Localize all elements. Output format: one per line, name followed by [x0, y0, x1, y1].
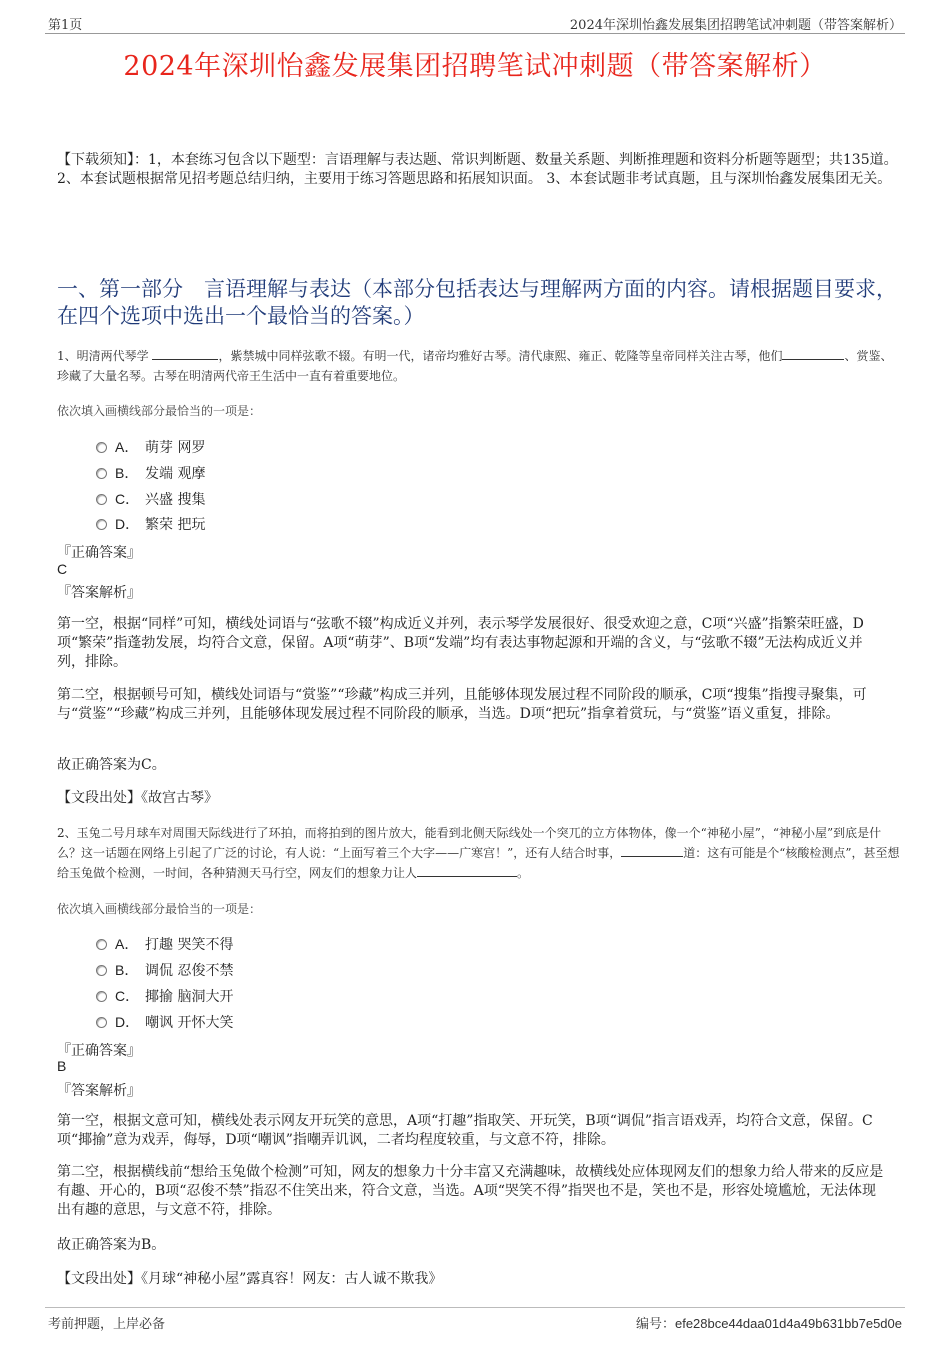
- option-text: 繁荣 把玩: [145, 517, 206, 533]
- q2-prompt: 依次填入画横线部分最恰当的一项是：: [57, 902, 262, 916]
- q2-blank-1: [621, 844, 683, 857]
- q1-analysis-para-1: 第一空，根据“同样”可知，横线处词语与“弦歌不辍”构成近义并列，表示琴学发展很好、很受欢迎之意，C项“兴盛”指繁荣旺盛，D项“繁荣”指蓬勃发展，均符合文意，保留。A项“萌芽”、B项“发端”均有表达事物起源和开端的含义，与“弦歌不辍”无法构成近义并列，排除。: [57, 616, 864, 670]
- q2-analysis-para-1: 第一空，根据文意可知，横线处表示网友开玩笑的意思，A项“打趣”指取笑、开玩笑，B项“调侃”指言语戏弄，均符合文意，保留。C项“揶揄”意为戏弄，侮辱，D项“嘲讽”指嘲弄讥讽，二者均程度较重，与文意不符，排除。: [57, 1113, 873, 1148]
- header-divider: [45, 33, 905, 34]
- q2-analysis-label: 『答案解析』: [57, 1083, 141, 1099]
- q2-conclusion: 故正确答案为B。: [57, 1237, 166, 1253]
- q1-source: 【文段出处】《故宫古琴》: [57, 790, 218, 806]
- option-letter: C．: [115, 491, 140, 507]
- q1-text-part1: 1、明清两代琴学: [57, 349, 149, 363]
- option-letter: B．: [115, 962, 139, 978]
- radio-icon[interactable]: [96, 965, 107, 976]
- option-text: 发端 观摩: [145, 466, 206, 482]
- q1-conclusion: 故正确答案为C。: [57, 757, 166, 773]
- footer-code-value: efe28bce44daa01d4a49b631bb7e5d0e: [674, 1316, 902, 1331]
- radio-icon[interactable]: [96, 442, 107, 453]
- radio-icon[interactable]: [96, 991, 107, 1002]
- option-text: 揶揄 脑洞大开: [145, 989, 234, 1005]
- option-text: 兴盛 搜集: [145, 492, 206, 508]
- q2-answer: B: [57, 1058, 67, 1074]
- q2-option-c[interactable]: [96, 986, 233, 1006]
- option-letter: A．: [115, 936, 139, 952]
- radio-icon[interactable]: [96, 939, 107, 950]
- header-doc-title: 2024年深圳怡鑫发展集团招聘笔试冲刺题（带答案解析）: [569, 18, 902, 33]
- option-letter: B．: [115, 465, 139, 481]
- q1-text-part3: 、赏鉴、珍藏了大量名琴。古琴在明清两代帝王生活中一直有着重要地位。: [57, 349, 893, 383]
- option-letter: D．: [115, 516, 140, 532]
- section-heading: 一、第一部分 言语理解与表达（本部分包括表达与理解两方面的内容。请根据题目要求，在四个选项中选出一个最恰当的答案。）: [57, 277, 897, 328]
- footer-slogan: 考前押题，上岸必备: [48, 1317, 166, 1332]
- page-number: 第1页: [48, 18, 83, 33]
- option-text: 萌芽 网罗: [145, 440, 206, 456]
- q2-option-d[interactable]: [96, 1012, 233, 1032]
- q1-correct-label: 『正确答案』: [57, 545, 141, 561]
- radio-icon[interactable]: [96, 468, 107, 479]
- q1-blank-1: [152, 347, 218, 360]
- q1-option-a[interactable]: [96, 437, 205, 457]
- q1-option-c[interactable]: [96, 489, 205, 509]
- footer-divider: [45, 1307, 905, 1308]
- option-text: 嘲讽 开怀大笑: [145, 1015, 234, 1031]
- option-text: 打趣 哭笑不得: [145, 937, 234, 953]
- q2-analysis-para-2: 第二空，根据横线前“想给玉兔做个检测”可知，网友的想象力十分丰富又充满趣味，故横线处应体现网友们的想象力给人带来的反应是有趣、开心的，B项“忍俊不禁”指忍不住笑出来，符合文意，当选。A项“哭笑不得”指哭也不是，笑也不是，形容处境尴尬，无法体现出有趣的意思，与文意不符，排除。: [57, 1164, 884, 1218]
- q1-prompt: 依次填入画横线部分最恰当的一项是：: [57, 404, 262, 418]
- q1-blank-2: [782, 347, 844, 360]
- q2-option-b[interactable]: [96, 960, 233, 980]
- q2-text-part2: 道：这有可能是个“核酸检测点”，甚至想给玉兔做个检测，一时间，各种猜测天马行空，网友们的想象力让人: [57, 846, 900, 880]
- radio-icon[interactable]: [96, 1017, 107, 1028]
- question-2-stem: [57, 823, 902, 883]
- q1-analysis-para-2: 第二空，根据顿号可知，横线处词语与“赏鉴”“珍藏”构成三并列，且能够体现发展过程不同阶段的顺承，C项“搜集”指搜寻聚集，可与“赏鉴”“珍藏”构成三并列，且能够体现发展过程不同阶段的顺承，当选。D项“把玩”指拿着赏玩，与“赏鉴”语义重复，排除。: [57, 687, 867, 722]
- radio-icon[interactable]: [96, 519, 107, 530]
- q2-text-part3: 。: [517, 866, 530, 880]
- q2-text-part1: 2、玉兔二号月球车对周围天际线进行了环拍，而将拍到的图片放大，能看到北侧天际线处一个突兀的立方体物体，像一个“神秘小屋”，“神秘小屋”到底是什么？这一话题在网络上引起了广泛的讨论，有人说：“上面写着三个大字——广寒宫！”，还有人结合时事，: [57, 826, 882, 860]
- q2-correct-label: 『正确答案』: [57, 1043, 141, 1059]
- option-text: 调侃 忍俊不禁: [145, 963, 234, 979]
- option-letter: C．: [115, 988, 140, 1004]
- q2-source: 【文段出处】《月球“神秘小屋”露真容！网友：古人诚不欺我》: [57, 1271, 443, 1287]
- q1-option-b[interactable]: [96, 463, 205, 483]
- footer-code: [636, 1313, 902, 1332]
- q1-answer: C: [57, 561, 68, 577]
- q1-option-d[interactable]: [96, 514, 205, 534]
- page-title: 2024年深圳怡鑫发展集团招聘笔试冲刺题（带答案解析）: [123, 51, 827, 82]
- footer-code-label: 编号：: [635, 1317, 675, 1332]
- option-letter: D．: [115, 1014, 140, 1030]
- q1-analysis-label: 『答案解析』: [57, 585, 141, 601]
- q1-text-part2: ，紫禁城中同样弦歌不辍。有明一代，诸帝均雅好古琴。清代康熙、雍正、乾隆等皇帝同样关注古琴，他们: [218, 349, 783, 363]
- option-letter: A．: [115, 439, 139, 455]
- radio-icon[interactable]: [96, 494, 107, 505]
- download-notice: 【下载须知】：1，本套练习包含以下题型：言语理解与表达题、常识判断题、数量关系题、判断推理题和资料分析题等题型；共135道。 2、本套试题根据常见招考题总结归纳，主要用于练习答题思路和拓展知识面。 3、本套试题非考试真题，且与深圳怡鑫发展集团无关。: [57, 152, 898, 187]
- q2-option-a[interactable]: [96, 934, 233, 954]
- q2-blank-2: [417, 864, 517, 877]
- question-1-stem: [57, 346, 902, 386]
